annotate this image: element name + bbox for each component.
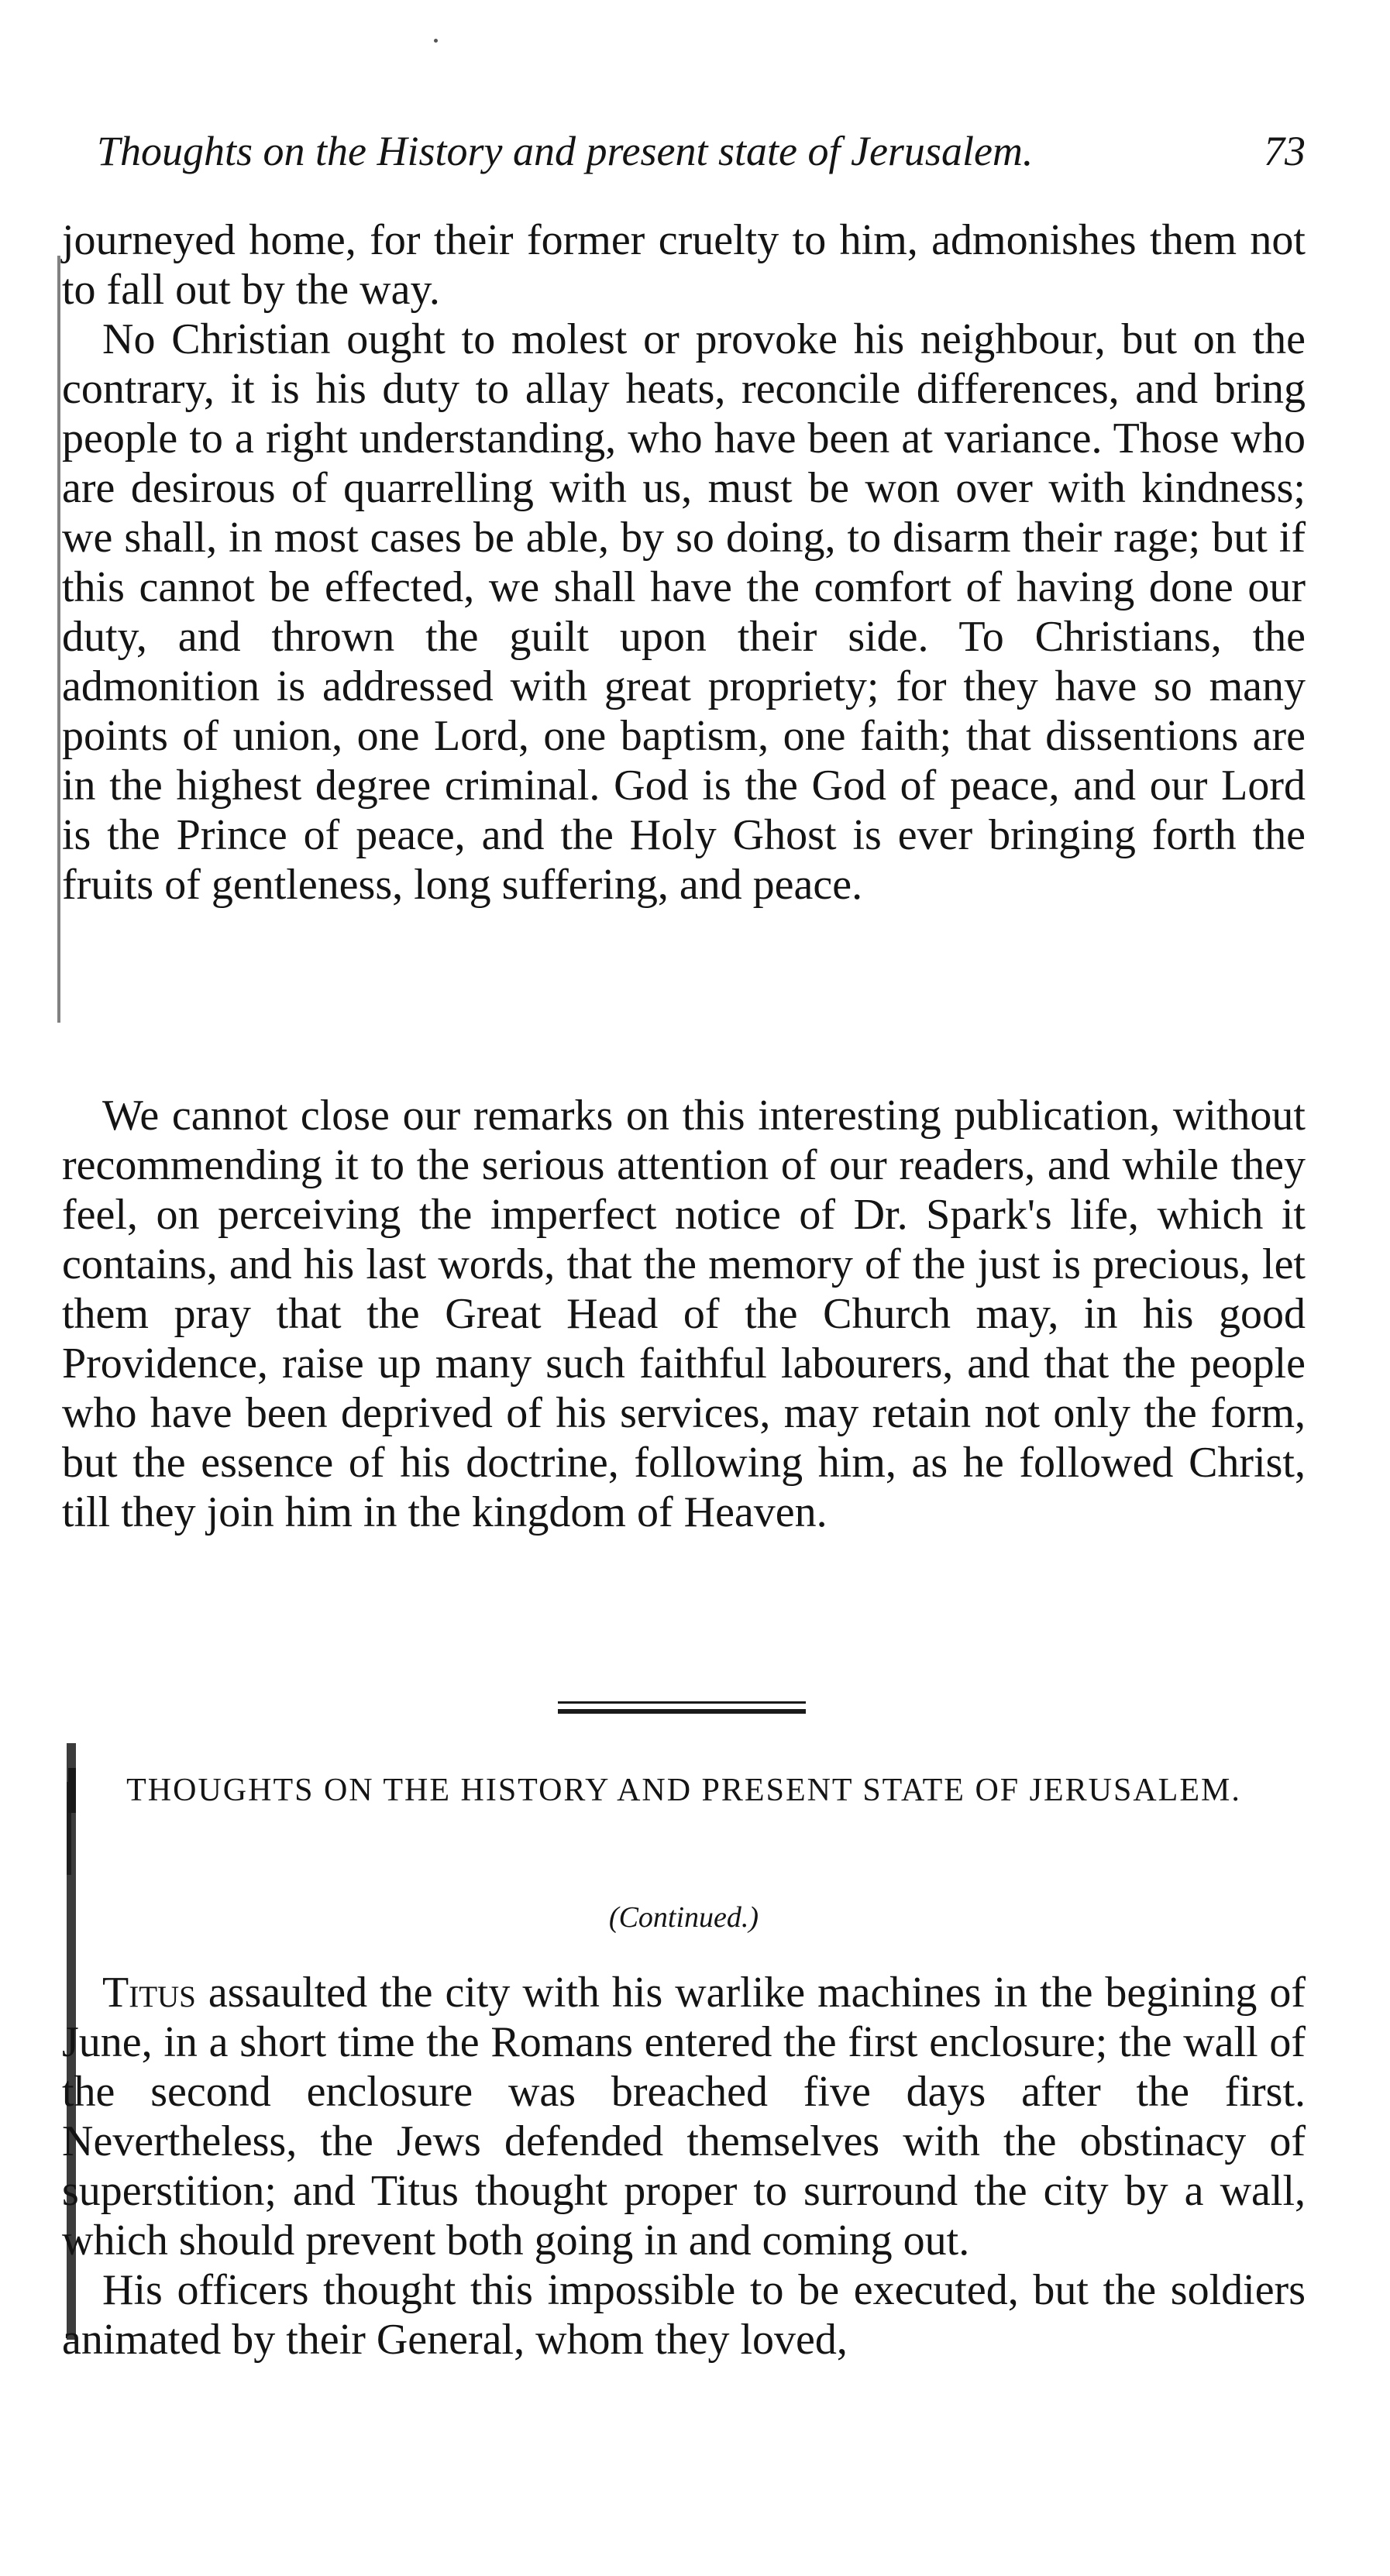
binding-shadow — [57, 256, 60, 1023]
divider-thin-rule — [558, 1701, 806, 1704]
running-head — [97, 124, 1306, 178]
paragraph: We cannot close our remarks on this interesting publication, without recommending it to the serious attention of our readers, and while they feel, on perceiving the imperfect notice of Dr. Spark's life, which it contains, and his last words, that the memory of the just is precious, let them pray that the Great Head of the Church may, in his good Providence, raise up many such faithful labourers, and that the people who have been deprived of his services, may retain not only the form, but the essence of his doctrine, following him, as he followed Christ, till they join him in the kingdom of Heaven. — [62, 1092, 1306, 1536]
lead-word: Titus — [102, 1969, 196, 2017]
article-title: THOUGHTS ON THE HISTORY AND PRESENT STATE OF JERUSALEM. — [126, 1773, 1241, 1808]
closing-paragraph — [62, 1091, 1306, 1537]
paragraph — [62, 1968, 1306, 2265]
article-body — [62, 1968, 1306, 2364]
continued-label: (Continued.) — [608, 1901, 759, 1934]
previous-article-body — [62, 215, 1306, 910]
paragraph: His officers thought this impossible to be executed, but the soldiers animated by their General, whom they loved, — [62, 2266, 1306, 2364]
running-title: Thoughts on the History and present state of Jerusalem. — [97, 128, 1034, 174]
paragraph: No Christian ought to molest or provoke his neighbour, but on the contrary, it is his duty to allay heats, reconcile differences, and bring people to a right understanding, who have been at variance. Those who are desirous of quarrelling with us, must be won over with kindness; we shall, in most cases be able, by so doing, to disarm their rage; but if this cannot be effected, we shall have the comfort of having done our duty, and thrown the guilt upon their side. To Christians, the admonition is addressed with great propriety; for they have so many points of union, one Lord, one baptism, one faith; that dissentions are in the highest degree criminal. God is the God of peace, and our Lord is the Prince of peace, and the Holy Ghost is ever bringing forth the fruits of gentleness, long suffering, and peace. — [62, 315, 1306, 909]
paragraph-text: assaulted the city with his warlike machines in the begining of June, in a short time the Romans entered the first enclosure; the wall of the second enclosure was breached five days after the first. Nevertheless, the Jews defended themselves with the obstinacy of superstition; and Titus thought proper to surround the city by a wall, which should prevent both going in and coming out. — [62, 1969, 1306, 2265]
section-divider — [558, 1697, 806, 1720]
divider-thick-rule — [558, 1709, 806, 1714]
print-speck — [434, 39, 438, 43]
page-number: 73 — [1264, 128, 1306, 174]
paragraph: journeyed home, for their former cruelty to him, admonishes them not to fall out by the way. — [62, 216, 1306, 314]
binding-shadow — [67, 1782, 71, 1875]
